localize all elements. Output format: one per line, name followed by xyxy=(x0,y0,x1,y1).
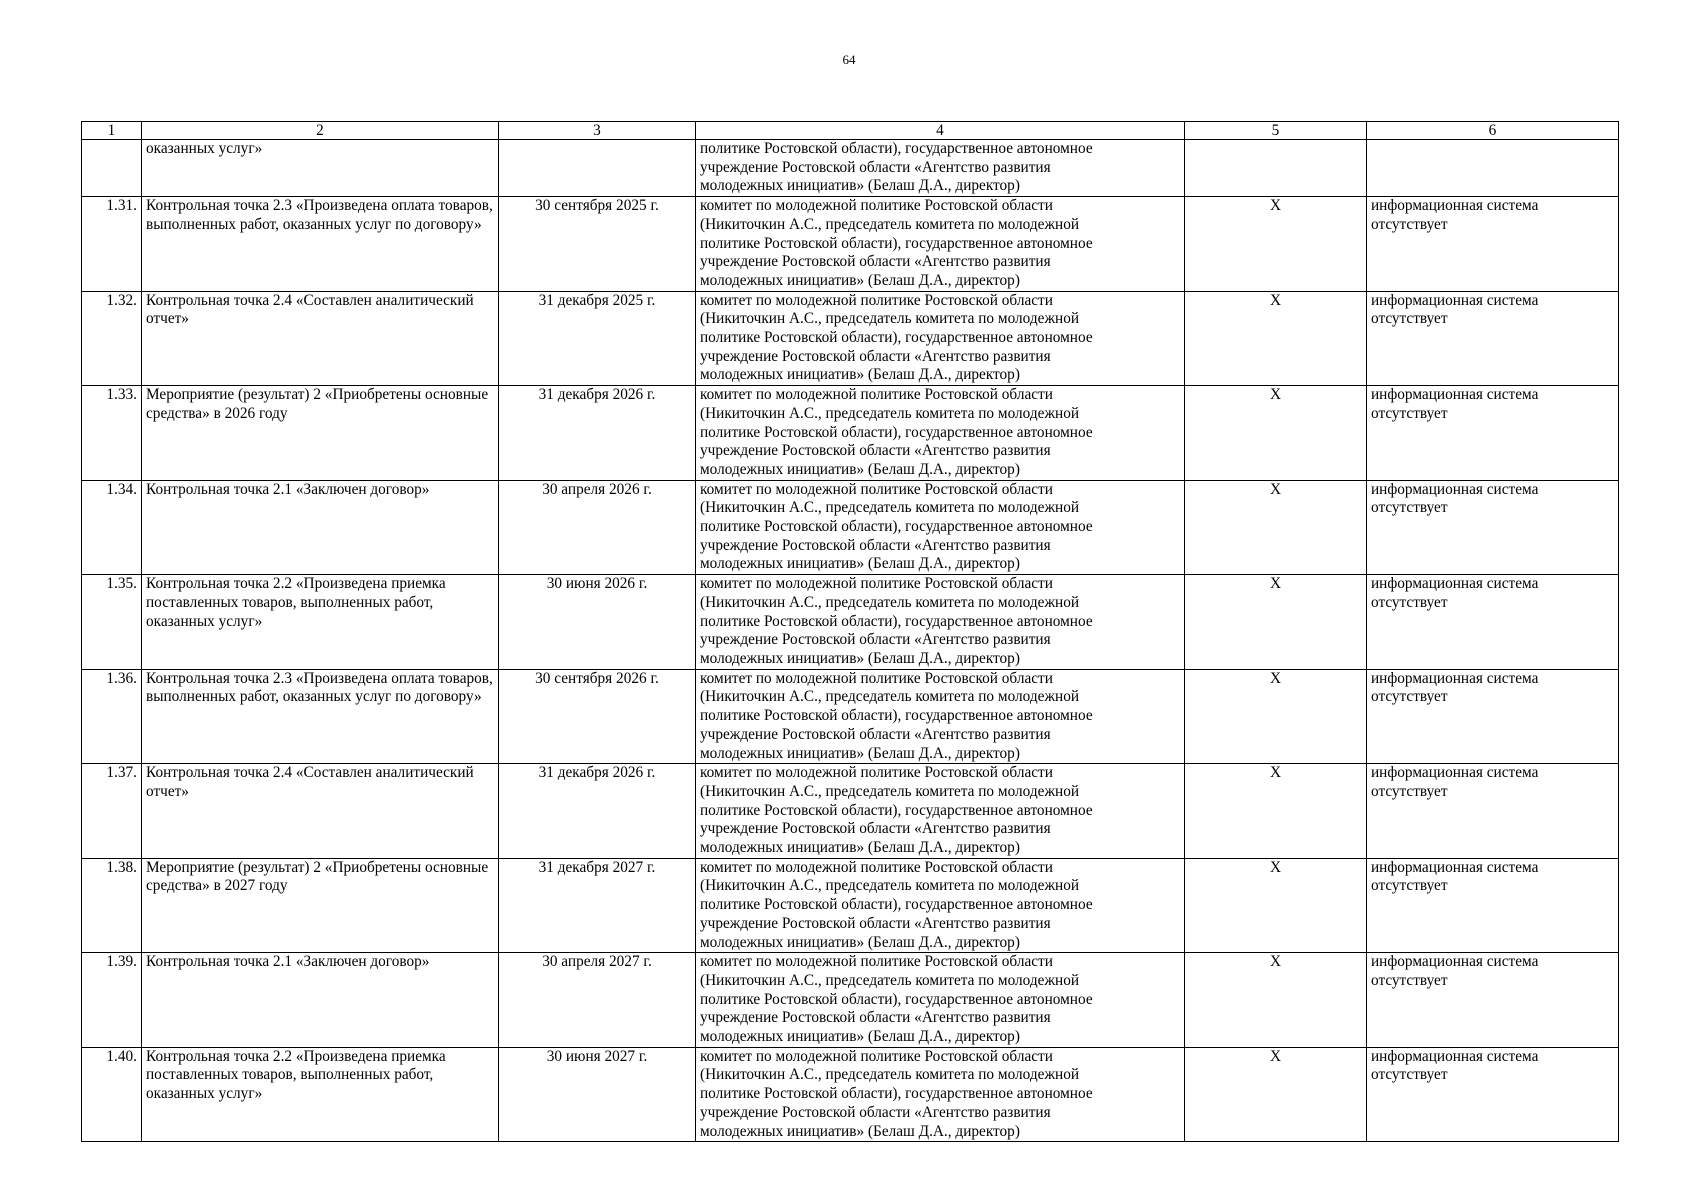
row-system: информационная система отсутствует xyxy=(1367,291,1619,386)
table-row xyxy=(82,669,1619,764)
row-responsible: комитет по молодежной политике Ростовской области (Никиточкин А.С., председатель комитета по молодежной политике Ростовской области), государственное автономное учреждение Ростовской области «Агентство развития молодежных инициатив» (Белаш Д.А., директор) xyxy=(696,197,1185,292)
row-number: 1.39. xyxy=(82,953,142,1048)
page-number: 64 xyxy=(842,52,856,67)
row-name: Контрольная точка 2.2 «Произведена приемка поставленных товаров, выполненных работ, оказанных услуг» xyxy=(142,575,499,670)
row-responsible: комитет по молодежной политике Ростовской области (Никиточкин А.С., председатель комитета по молодежной политике Ростовской области), государственное автономное учреждение Ростовской области «Агентство развития молодежных инициатив» (Белаш Д.А., директор) xyxy=(696,575,1185,670)
table-row-continued xyxy=(82,140,1619,197)
row-name: Контрольная точка 2.1 «Заключен договор» xyxy=(142,480,499,575)
row-responsible: комитет по молодежной политике Ростовской области (Никиточкин А.С., председатель комитета по молодежной политике Ростовской области), государственное автономное учреждение Ростовской области «Агентство развития молодежных инициатив» (Белаш Д.А., директор) xyxy=(696,1047,1185,1142)
row-system: информационная система отсутствует xyxy=(1367,197,1619,292)
row-name: Контрольная точка 2.1 «Заключен договор» xyxy=(142,953,499,1048)
column-number-1: 1 xyxy=(82,122,142,140)
row-date: 30 сентября 2026 г. xyxy=(499,669,696,764)
row-number: 1.32. xyxy=(82,291,142,386)
row-system: информационная система отсутствует xyxy=(1367,480,1619,575)
row-number: 1.33. xyxy=(82,386,142,481)
row-system: информационная система отсутствует xyxy=(1367,858,1619,953)
row-responsible: комитет по молодежной политике Ростовской области (Никиточкин А.С., председатель комитета по молодежной политике Ростовской области), государственное автономное учреждение Ростовской области «Агентство развития молодежных инициатив» (Белаш Д.А., директор) xyxy=(696,764,1185,859)
row-responsible: комитет по молодежной политике Ростовской области (Никиточкин А.С., председатель комитета по молодежной политике Ростовской области), государственное автономное учреждение Ростовской области «Агентство развития молодежных инициатив» (Белаш Д.А., директор) xyxy=(696,386,1185,481)
row-responsible: комитет по молодежной политике Ростовской области (Никиточкин А.С., председатель комитета по молодежной политике Ростовской области), государственное автономное учреждение Ростовской области «Агентство развития молодежных инициатив» (Белаш Д.А., директор) xyxy=(696,953,1185,1048)
table-row xyxy=(82,764,1619,859)
row-system: информационная система отсутствует xyxy=(1367,1047,1619,1142)
row-mark: Х xyxy=(1185,197,1367,292)
row-responsible: комитет по молодежной политике Ростовской области (Никиточкин А.С., председатель комитета по молодежной политике Ростовской области), государственное автономное учреждение Ростовской области «Агентство развития молодежных инициатив» (Белаш Д.А., директор) xyxy=(696,669,1185,764)
row-mark: Х xyxy=(1185,953,1367,1048)
row-number: 1.37. xyxy=(82,764,142,859)
table-row xyxy=(82,480,1619,575)
row-date: 30 июня 2026 г. xyxy=(499,575,696,670)
row-date: 30 апреля 2027 г. xyxy=(499,953,696,1048)
column-number-6: 6 xyxy=(1367,122,1619,140)
column-number-5: 5 xyxy=(1185,122,1367,140)
row-number: 1.40. xyxy=(82,1047,142,1142)
row-date: 31 декабря 2026 г. xyxy=(499,386,696,481)
row-responsible: комитет по молодежной политике Ростовской области (Никиточкин А.С., председатель комитета по молодежной политике Ростовской области), государственное автономное учреждение Ростовской области «Агентство развития молодежных инициатив» (Белаш Д.А., директор) xyxy=(696,858,1185,953)
row-date: 31 декабря 2027 г. xyxy=(499,858,696,953)
row-number: 1.36. xyxy=(82,669,142,764)
table-row xyxy=(82,575,1619,670)
row-name: Мероприятие (результат) 2 «Приобретены основные средства» в 2026 году xyxy=(142,386,499,481)
column-number-3: 3 xyxy=(499,122,696,140)
table-row xyxy=(82,858,1619,953)
row-mark: Х xyxy=(1185,1047,1367,1142)
row-mark: Х xyxy=(1185,575,1367,670)
row-responsible: комитет по молодежной политике Ростовской области (Никиточкин А.С., председатель комитета по молодежной политике Ростовской области), государственное автономное учреждение Ростовской области «Агентство развития молодежных инициатив» (Белаш Д.А., директор) xyxy=(696,480,1185,575)
row-name: Контрольная точка 2.3 «Произведена оплата товаров, выполненных работ, оказанных услуг по договору» xyxy=(142,197,499,292)
row-system: информационная система отсутствует xyxy=(1367,669,1619,764)
row-mark: Х xyxy=(1185,764,1367,859)
column-number-4: 4 xyxy=(696,122,1185,140)
column-number-2: 2 xyxy=(142,122,499,140)
row-responsible: комитет по молодежной политике Ростовской области (Никиточкин А.С., председатель комитета по молодежной политике Ростовской области), государственное автономное учреждение Ростовской области «Агентство развития молодежных инициатив» (Белаш Д.А., директор) xyxy=(696,291,1185,386)
table-row xyxy=(82,197,1619,292)
row-date: 31 декабря 2026 г. xyxy=(499,764,696,859)
row-date: 31 декабря 2025 г. xyxy=(499,291,696,386)
row-system: информационная система отсутствует xyxy=(1367,386,1619,481)
row-number: 1.31. xyxy=(82,197,142,292)
row-name: Мероприятие (результат) 2 «Приобретены основные средства» в 2027 году xyxy=(142,858,499,953)
row-name: Контрольная точка 2.4 «Составлен аналитический отчет» xyxy=(142,764,499,859)
row-name: оказанных услуг» xyxy=(142,140,499,197)
row-responsible: политике Ростовской области), государственное автономное учреждение Ростовской области «Агентство развития молодежных инициатив» (Белаш Д.А., директор) xyxy=(696,140,1185,197)
table-row xyxy=(82,291,1619,386)
table-row xyxy=(82,386,1619,481)
schedule-table xyxy=(81,121,1619,1142)
row-mark: Х xyxy=(1185,858,1367,953)
column-number-row xyxy=(82,122,1619,140)
row-name: Контрольная точка 2.3 «Произведена оплата товаров, выполненных работ, оказанных услуг по договору» xyxy=(142,669,499,764)
row-date: 30 сентября 2025 г. xyxy=(499,197,696,292)
row-system xyxy=(1367,140,1619,197)
row-number: 1.38. xyxy=(82,858,142,953)
row-system: информационная система отсутствует xyxy=(1367,575,1619,670)
row-date xyxy=(499,140,696,197)
row-system: информационная система отсутствует xyxy=(1367,953,1619,1048)
row-date: 30 июня 2027 г. xyxy=(499,1047,696,1142)
row-mark: Х xyxy=(1185,480,1367,575)
row-date: 30 апреля 2026 г. xyxy=(499,480,696,575)
row-name: Контрольная точка 2.4 «Составлен аналитический отчет» xyxy=(142,291,499,386)
row-number xyxy=(82,140,142,197)
table-row xyxy=(82,1047,1619,1142)
row-mark: Х xyxy=(1185,669,1367,764)
table-row xyxy=(82,953,1619,1048)
row-mark: Х xyxy=(1185,291,1367,386)
row-number: 1.34. xyxy=(82,480,142,575)
row-system: информационная система отсутствует xyxy=(1367,764,1619,859)
row-name: Контрольная точка 2.2 «Произведена приемка поставленных товаров, выполненных работ, оказанных услуг» xyxy=(142,1047,499,1142)
row-mark xyxy=(1185,140,1367,197)
row-number: 1.35. xyxy=(82,575,142,670)
row-mark: Х xyxy=(1185,386,1367,481)
